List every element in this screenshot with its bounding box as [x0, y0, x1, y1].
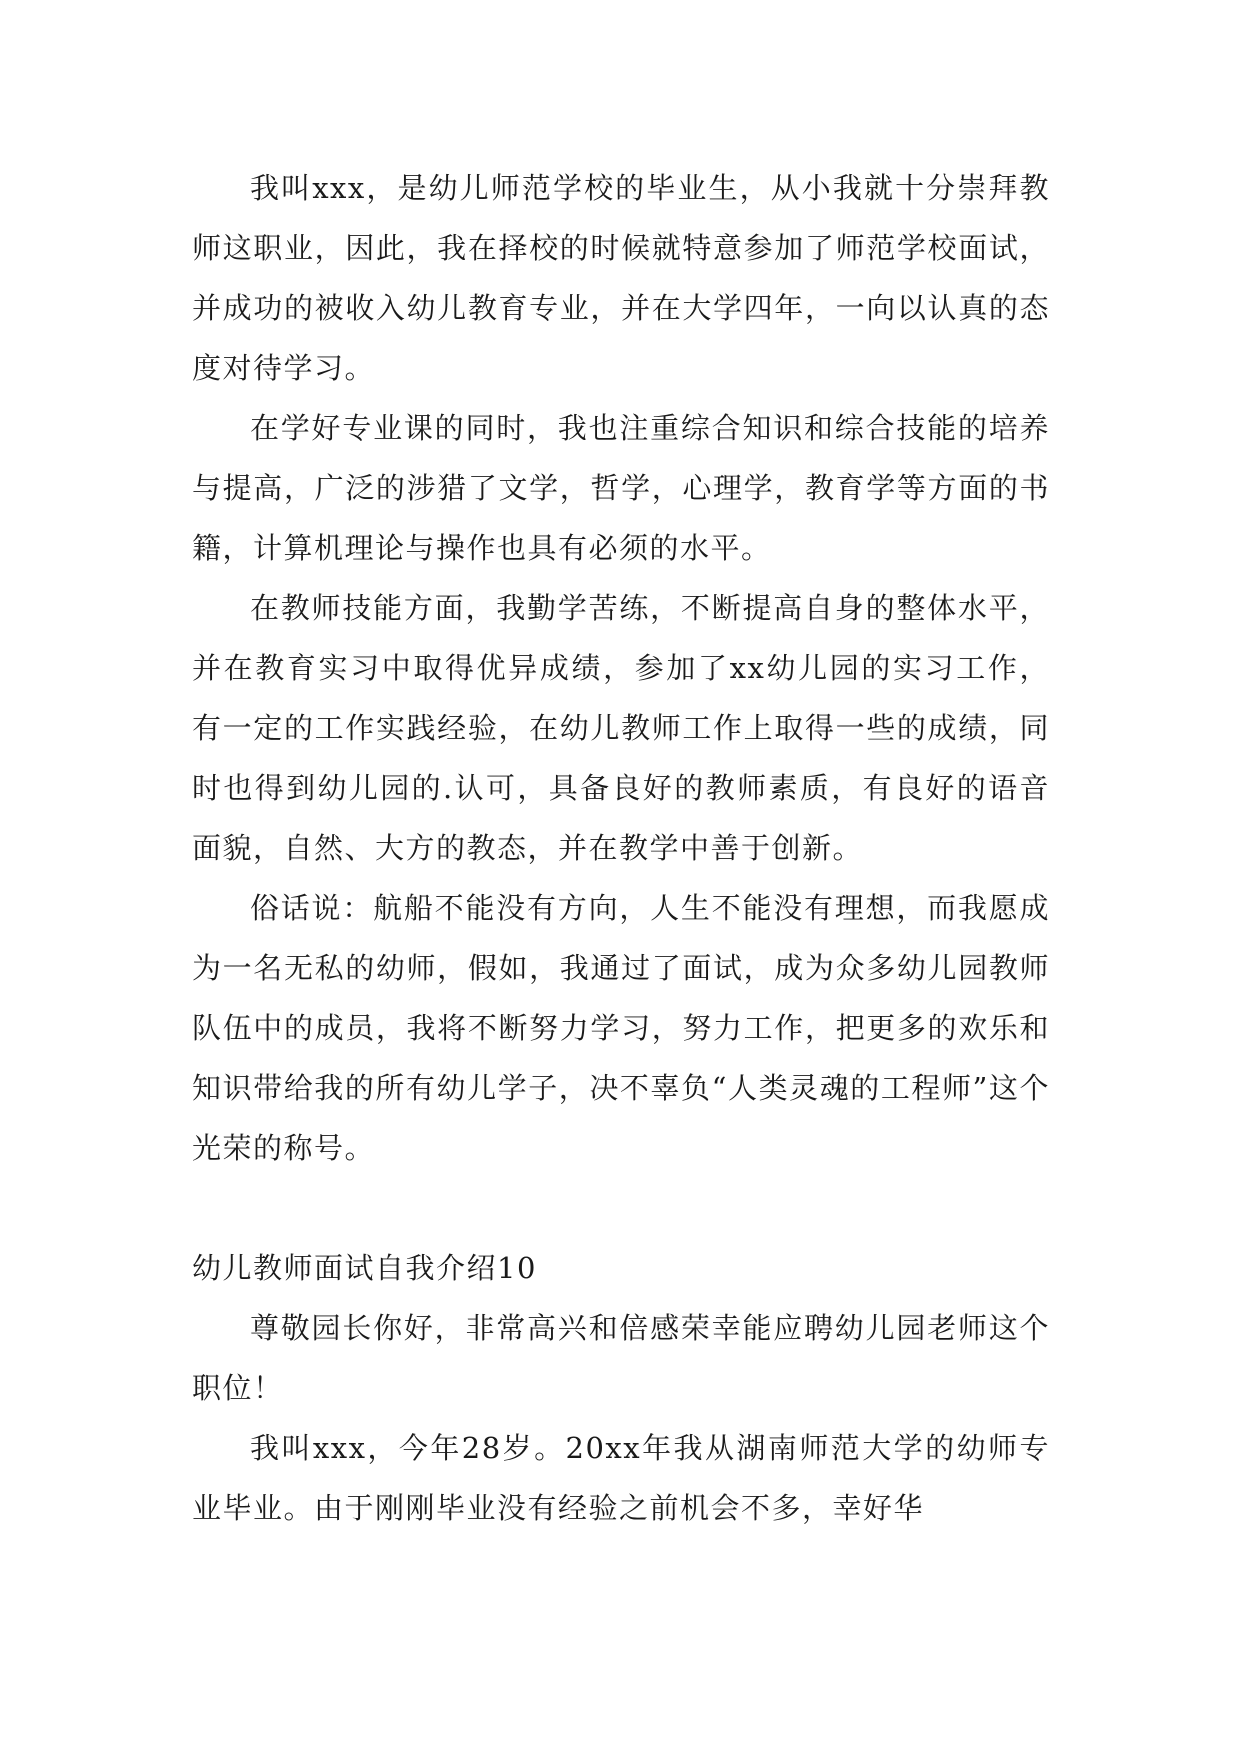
paragraph-intro: 我叫xxx，是幼儿师范学校的毕业生，从小我就十分崇拜教师这职业，因此，我在择校的时候就特意参加了师范学校面试，并成功的被收入幼儿教育专业，并在大学四年，一向以认真的态度对待学习。 [192, 171, 1050, 385]
paragraph-self-intro: 我叫xxx，今年28岁。20xx年我从湖南师范大学的幼师专业毕业。由于刚刚毕业没有经验之前机会不多，幸好华 [192, 1431, 1050, 1525]
document-body [192, 158, 1050, 1538]
paragraph-skills: 在教师技能方面，我勤学苦练，不断提高自身的整体水平，并在教育实习中取得优异成绩，参加了xx幼儿园的实习工作，有一定的工作实践经验，在幼儿教师工作上取得一些的成绩，同时也得到幼儿园的.认可，具备良好的教师素质，有良好的语音面貌，自然、大方的教态，并在教学中善于创新。 [192, 591, 1050, 865]
paragraph-aspiration: 俗话说：航船不能没有方向，人生不能没有理想，而我愿成为一名无私的幼师，假如，我通过了面试，成为众多幼儿园教师队伍中的成员，我将不断努力学习，努力工作，把更多的欢乐和知识带给我的所有幼儿学子，决不辜负“人类灵魂的工程师”这个光荣的称号。 [192, 891, 1050, 1165]
paragraph-greeting: 尊敬园长你好，非常高兴和倍感荣幸能应聘幼儿园老师这个职位！ [192, 1311, 1050, 1405]
paragraph-study: 在学好专业课的同时，我也注重综合知识和综合技能的培养与提高，广泛的涉猎了文学，哲学，心理学，教育学等方面的书籍，计算机理论与操作也具有必须的水平。 [192, 411, 1050, 565]
section-title: 幼儿教师面试自我介绍10 [192, 1251, 537, 1285]
